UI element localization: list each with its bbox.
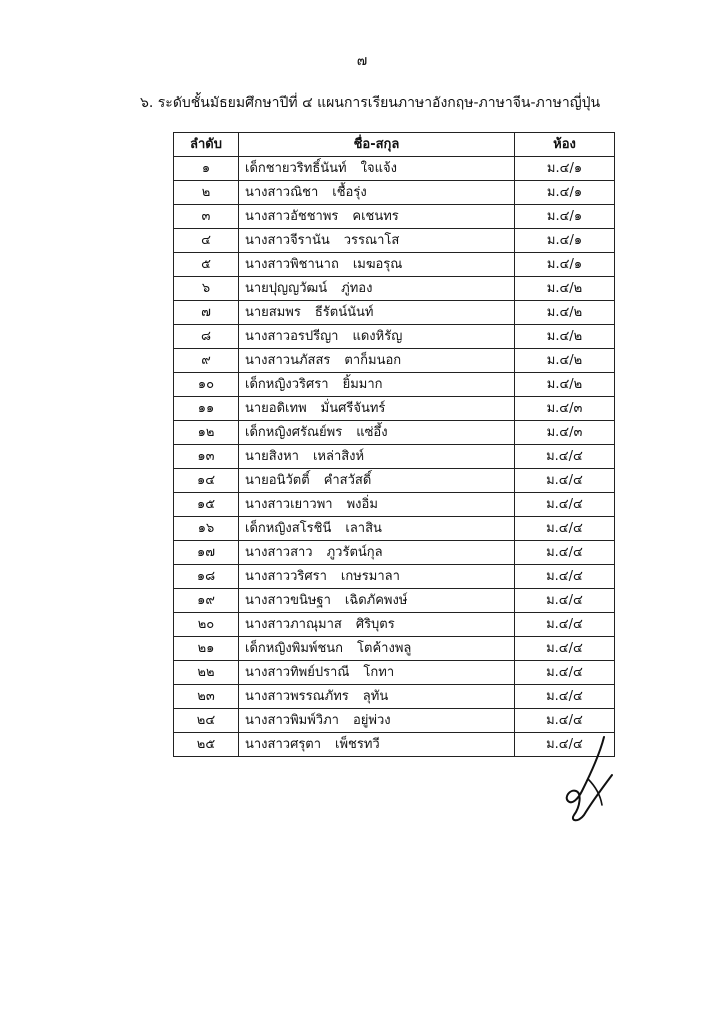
row-number: ๑๗ xyxy=(174,541,239,565)
student-name-cell xyxy=(239,661,515,685)
row-number: ๑๔ xyxy=(174,469,239,493)
room-cell: ม.๔/๔ xyxy=(515,565,615,589)
table-row xyxy=(174,493,615,517)
room-cell: ม.๔/๒ xyxy=(515,349,615,373)
row-number: ๑๓ xyxy=(174,445,239,469)
room-cell: ม.๔/๒ xyxy=(515,301,615,325)
student-name-cell xyxy=(239,517,515,541)
student-first-name: นางสาวอัชชาพร xyxy=(245,209,339,224)
student-last-name: โกทา xyxy=(363,665,395,680)
row-number: ๑ xyxy=(174,157,239,181)
row-number: ๕ xyxy=(174,253,239,277)
row-number: ๗ xyxy=(174,301,239,325)
student-first-name: นางสาวอรปรีญา xyxy=(245,329,339,344)
section-heading: ๖. ระดับชั้นมัธยมศึกษาปีที่ ๔ แผนการเรียนภาษาอังกฤษ-ภาษาจีน-ภาษาญี่ปุ่น xyxy=(140,95,601,111)
student-first-name: นางสาวขนิษฐา xyxy=(245,593,331,608)
room-cell: ม.๔/๔ xyxy=(515,517,615,541)
room-cell: ม.๔/๑ xyxy=(515,253,615,277)
table-row xyxy=(174,253,615,277)
student-name-cell xyxy=(239,637,515,661)
student-last-name: ตาก็มนอก xyxy=(344,353,402,368)
row-number: ๙ xyxy=(174,349,239,373)
student-name-cell xyxy=(239,469,515,493)
student-first-name: นางสาววริศรา xyxy=(245,569,327,584)
student-name-cell xyxy=(239,325,515,349)
student-name-cell xyxy=(239,565,515,589)
room-cell: ม.๔/๓ xyxy=(515,397,615,421)
row-number: ๑๘ xyxy=(174,565,239,589)
room-cell: ม.๔/๔ xyxy=(515,613,615,637)
table-row xyxy=(174,613,615,637)
table-row xyxy=(174,229,615,253)
room-cell: ม.๔/๒ xyxy=(515,277,615,301)
row-number: ๒๔ xyxy=(174,709,239,733)
room-cell: ม.๔/๔ xyxy=(515,589,615,613)
student-name-cell xyxy=(239,301,515,325)
row-number: ๑๑ xyxy=(174,397,239,421)
student-last-name: วรรณาโส xyxy=(343,233,400,248)
room-cell: ม.๔/๔ xyxy=(515,493,615,517)
table-body xyxy=(174,157,615,757)
student-last-name: ยิ้มมาก xyxy=(342,377,383,392)
student-first-name: นางสาวภาณุมาส xyxy=(245,617,342,632)
student-name-cell xyxy=(239,613,515,637)
table-header-row xyxy=(174,133,615,157)
student-name-cell xyxy=(239,733,515,757)
table-row xyxy=(174,709,615,733)
table-row xyxy=(174,181,615,205)
student-name-cell xyxy=(239,589,515,613)
student-first-name: นายอนิวัตติ์ xyxy=(245,473,310,488)
student-name-cell xyxy=(239,445,515,469)
student-last-name: แดงหิรัญ xyxy=(352,329,403,344)
student-first-name: นางสาวนภัสสร xyxy=(245,353,331,368)
table-row xyxy=(174,517,615,541)
student-last-name: คำสวัสดิ์ xyxy=(323,473,372,488)
student-first-name: เด็กหญิงพิมพ์ชนก xyxy=(245,641,344,656)
student-name-cell xyxy=(239,541,515,565)
table-row xyxy=(174,205,615,229)
row-number: ๒๐ xyxy=(174,613,239,637)
student-name-cell xyxy=(239,181,515,205)
table-row xyxy=(174,373,615,397)
table-row xyxy=(174,349,615,373)
row-number: ๑๒ xyxy=(174,421,239,445)
student-name-cell xyxy=(239,709,515,733)
room-cell: ม.๔/๒ xyxy=(515,325,615,349)
row-number: ๒๒ xyxy=(174,661,239,685)
student-last-name: ใจแจ้ง xyxy=(360,161,397,176)
row-number: ๒๕ xyxy=(174,733,239,757)
room-cell: ม.๔/๔ xyxy=(515,733,615,757)
table-row xyxy=(174,589,615,613)
room-cell: ม.๔/๔ xyxy=(515,709,615,733)
student-last-name: เชื้อรุ่ง xyxy=(332,185,367,200)
room-cell: ม.๔/๔ xyxy=(515,469,615,493)
student-first-name: นายสมพร xyxy=(245,305,301,320)
student-first-name: นางสาวพิมพ์วิภา xyxy=(245,713,339,728)
table-row xyxy=(174,661,615,685)
student-last-name: อยู่พ่วง xyxy=(352,713,391,728)
room-cell: ม.๔/๑ xyxy=(515,205,615,229)
table-row xyxy=(174,469,615,493)
student-name-cell xyxy=(239,397,515,421)
student-name-cell xyxy=(239,277,515,301)
student-first-name: นายสิงหา xyxy=(245,449,299,464)
handwritten-signature xyxy=(560,735,620,825)
student-last-name: เมฆอรุณ xyxy=(352,257,403,272)
row-number: ๑๐ xyxy=(174,373,239,397)
page-number: ๗ xyxy=(356,53,368,69)
student-first-name: เด็กชายวริทธิ์นันท์ xyxy=(245,161,347,176)
student-name-cell xyxy=(239,493,515,517)
row-number: ๒๑ xyxy=(174,637,239,661)
student-first-name: เด็กหญิงสโรชินี xyxy=(245,521,332,536)
student-last-name: มั่นศรีจันทร์ xyxy=(320,401,386,416)
room-cell: ม.๔/๔ xyxy=(515,637,615,661)
row-number: ๒ xyxy=(174,181,239,205)
row-number: ๓ xyxy=(174,205,239,229)
room-cell: ม.๔/๒ xyxy=(515,373,615,397)
table-row xyxy=(174,325,615,349)
student-name-cell xyxy=(239,253,515,277)
student-last-name: ภูวรัตน์กุล xyxy=(326,545,383,560)
student-first-name: นางสาวเยาวพา xyxy=(245,497,333,512)
room-cell: ม.๔/๑ xyxy=(515,229,615,253)
row-number: ๒๓ xyxy=(174,685,239,709)
row-number: ๑๖ xyxy=(174,517,239,541)
student-name-cell xyxy=(239,157,515,181)
table-row xyxy=(174,637,615,661)
student-last-name: โตค้างพลู xyxy=(357,641,412,656)
room-cell: ม.๔/๔ xyxy=(515,661,615,685)
student-first-name: นางสาวพรรณภัทร xyxy=(245,689,349,704)
student-last-name: เกษรมาลา xyxy=(340,569,400,584)
student-roster-table xyxy=(173,132,615,757)
header-name: ชื่อ-สกุล xyxy=(239,133,515,157)
student-last-name: พงอิ่ม xyxy=(346,497,378,512)
student-first-name: นางสาวพิชานาถ xyxy=(245,257,339,272)
table-row xyxy=(174,157,615,181)
room-cell: ม.๔/๔ xyxy=(515,445,615,469)
student-first-name: นางสาวทิพย์ปราณี xyxy=(245,665,350,680)
row-number: ๘ xyxy=(174,325,239,349)
row-number: ๑๕ xyxy=(174,493,239,517)
row-number: ๔ xyxy=(174,229,239,253)
student-name-cell xyxy=(239,205,515,229)
student-first-name: เด็กหญิงศรัณย์พร xyxy=(245,425,343,440)
student-first-name: นางสาวสาว xyxy=(245,545,313,560)
student-name-cell xyxy=(239,229,515,253)
table-row xyxy=(174,397,615,421)
student-last-name: เลาสิน xyxy=(345,521,382,536)
room-cell: ม.๔/๓ xyxy=(515,421,615,445)
student-first-name: นางสาวจีรานัน xyxy=(245,233,330,248)
table-row xyxy=(174,685,615,709)
student-name-cell xyxy=(239,421,515,445)
table-row xyxy=(174,277,615,301)
student-last-name: แซ่อึ้ง xyxy=(356,425,388,440)
student-last-name: คเชนทร xyxy=(352,209,399,224)
row-number: ๖ xyxy=(174,277,239,301)
student-last-name: เฉิดภัคพงษ์ xyxy=(344,593,408,608)
row-number: ๑๙ xyxy=(174,589,239,613)
room-cell: ม.๔/๔ xyxy=(515,541,615,565)
student-first-name: นายปุญญวัฒน์ xyxy=(245,281,328,296)
table-row xyxy=(174,733,615,757)
header-room: ห้อง xyxy=(515,133,615,157)
room-cell: ม.๔/๔ xyxy=(515,685,615,709)
student-last-name: ธีรัตน์นันท์ xyxy=(314,305,374,320)
student-first-name: นายอดิเทพ xyxy=(245,401,307,416)
room-cell: ม.๔/๑ xyxy=(515,157,615,181)
table-row xyxy=(174,301,615,325)
table-row xyxy=(174,565,615,589)
student-name-cell xyxy=(239,349,515,373)
student-name-cell xyxy=(239,373,515,397)
student-first-name: เด็กหญิงวริศรา xyxy=(245,377,329,392)
room-cell: ม.๔/๑ xyxy=(515,181,615,205)
student-name-cell xyxy=(239,685,515,709)
table-row xyxy=(174,445,615,469)
student-last-name: เพ็ชรทวี xyxy=(335,737,380,752)
table-row xyxy=(174,541,615,565)
header-number: ลำดับ xyxy=(174,133,239,157)
student-first-name: นางสาวศรุตา xyxy=(245,737,322,752)
student-first-name: นางสาวณิชา xyxy=(245,185,319,200)
student-last-name: เหล่าสิงห์ xyxy=(312,449,365,464)
student-last-name: ลุทัน xyxy=(362,689,389,704)
student-last-name: ศิริบุตร xyxy=(355,617,395,632)
student-last-name: ภู่ทอง xyxy=(341,281,373,296)
table-row xyxy=(174,421,615,445)
